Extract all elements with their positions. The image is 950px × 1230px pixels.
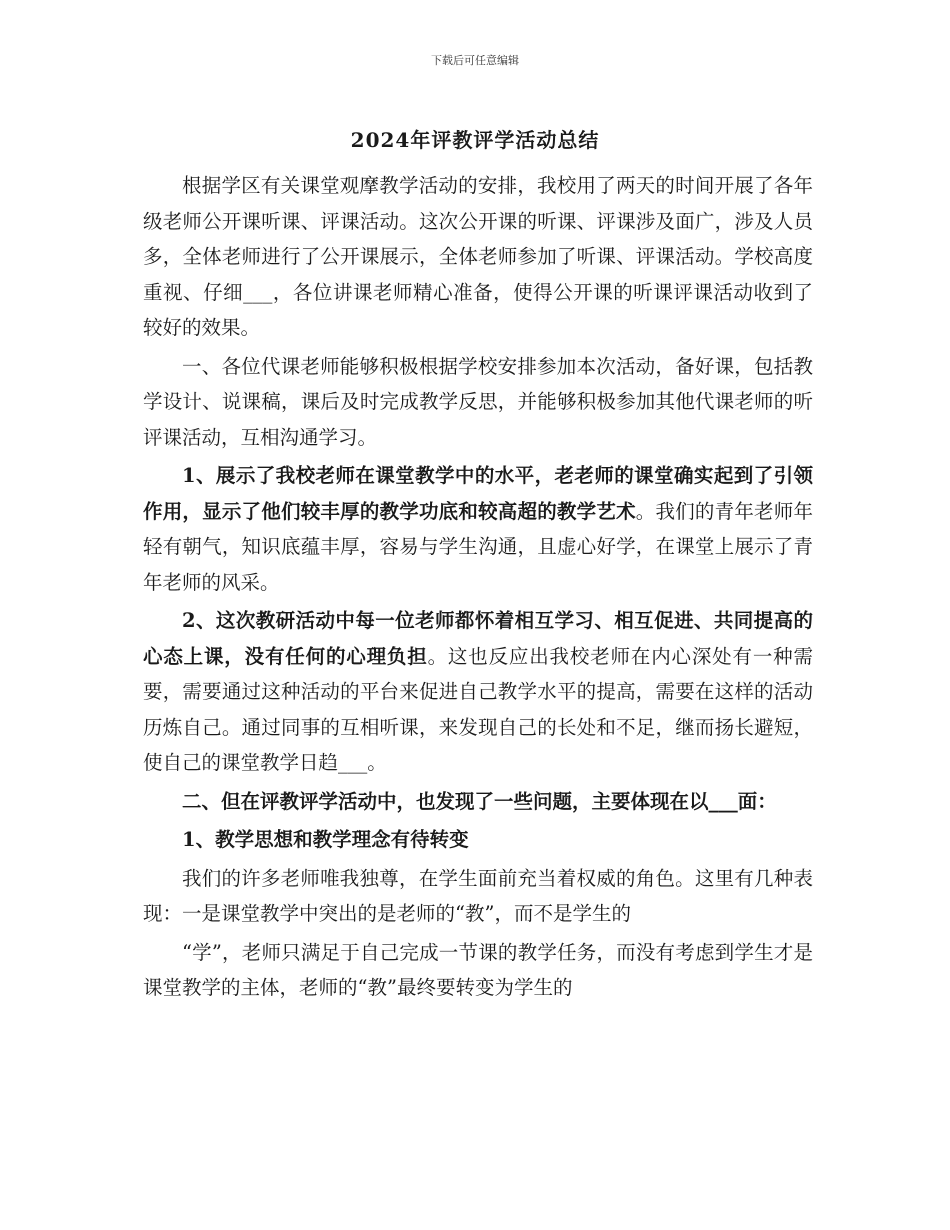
paragraph-teaching-ideas-cont: “学”，老师只满足于自己完成一节课的教学任务，而没有考虑到学生才是课堂教学的主体，老师的“教”最终要转变为学生的 — [143, 940, 813, 999]
paragraph-point-1: 1、展示了我校老师在课堂教学中的水平，老老师的课堂确实起到了引领作用，显示了他们较丰厚的教学功底和较高超的教学艺术。我们的青年老师年轻有朝气，知识底蕴丰厚，容易与学生沟通，且虚心好学，在课堂上展示了青年老师的风采。 — [143, 464, 813, 594]
paragraph-point-2: 2、这次教研活动中每一位老师都怀着相互学习、相互促进、共同提高的心态上课，没有任何的心理负担。这也反应出我校老师在内心深处有一种需要，需要通过这种活动的平台来促进自己教学水平的提高，需要在这样的活动历炼自己。通过同事的互相听课，来发现自己的长处和不足，继而扬长避短，使自己的课堂教学日趋___。 — [143, 609, 813, 774]
paragraph-intro: 根据学区有关课堂观摩教学活动的安排，我校用了两天的时间开展了各年级老师公开课听课、评课活动。这次公开课的听课、评课涉及面广，涉及人员多，全体老师进行了公开课展示，全体老师参加了听课、评课活动。学校高度重视、仔细___，各位讲课老师精心准备，使得公开课的听课评课活动收到了较好的效果。 — [143, 174, 813, 339]
bold-lead: 2、这次教研活动中每一位老师都怀着相互学习、相互促进、共同提高的心态上课，没有任何的心理负担 — [143, 609, 813, 668]
paragraph-section-one: 一、各位代课老师能够积极根据学校安排参加本次活动，备好课，包括教学设计、说课稿，课后及时完成教学反思，并能够积极参加其他代课老师的听评课活动，互相沟通学习。 — [143, 354, 813, 449]
paragraph-section-two: 二、但在评教评学活动中，也发现了一些问题，主要体现在以___面： — [182, 789, 777, 813]
page-header: 下载后可任意编辑 — [431, 54, 519, 67]
paragraph-teaching-ideas: 我们的许多老师唯我独尊，在学生面前充当着权威的角色。这里有几种表现：一是课堂教学中突出的是老师的“教”，而不是学生的 — [143, 866, 813, 925]
document-title: 2024年评教评学活动总结 — [350, 128, 600, 152]
bold-lead: 1、展示了我校老师在课堂教学中的水平，老老师的课堂确实起到了引领作用，显示了他们较丰厚的教学功底和较高超的教学艺术 — [143, 464, 813, 523]
subheading-teaching-ideas: 1、教学思想和教学理念有待转变 — [182, 828, 469, 851]
document-body — [143, 168, 813, 1009]
